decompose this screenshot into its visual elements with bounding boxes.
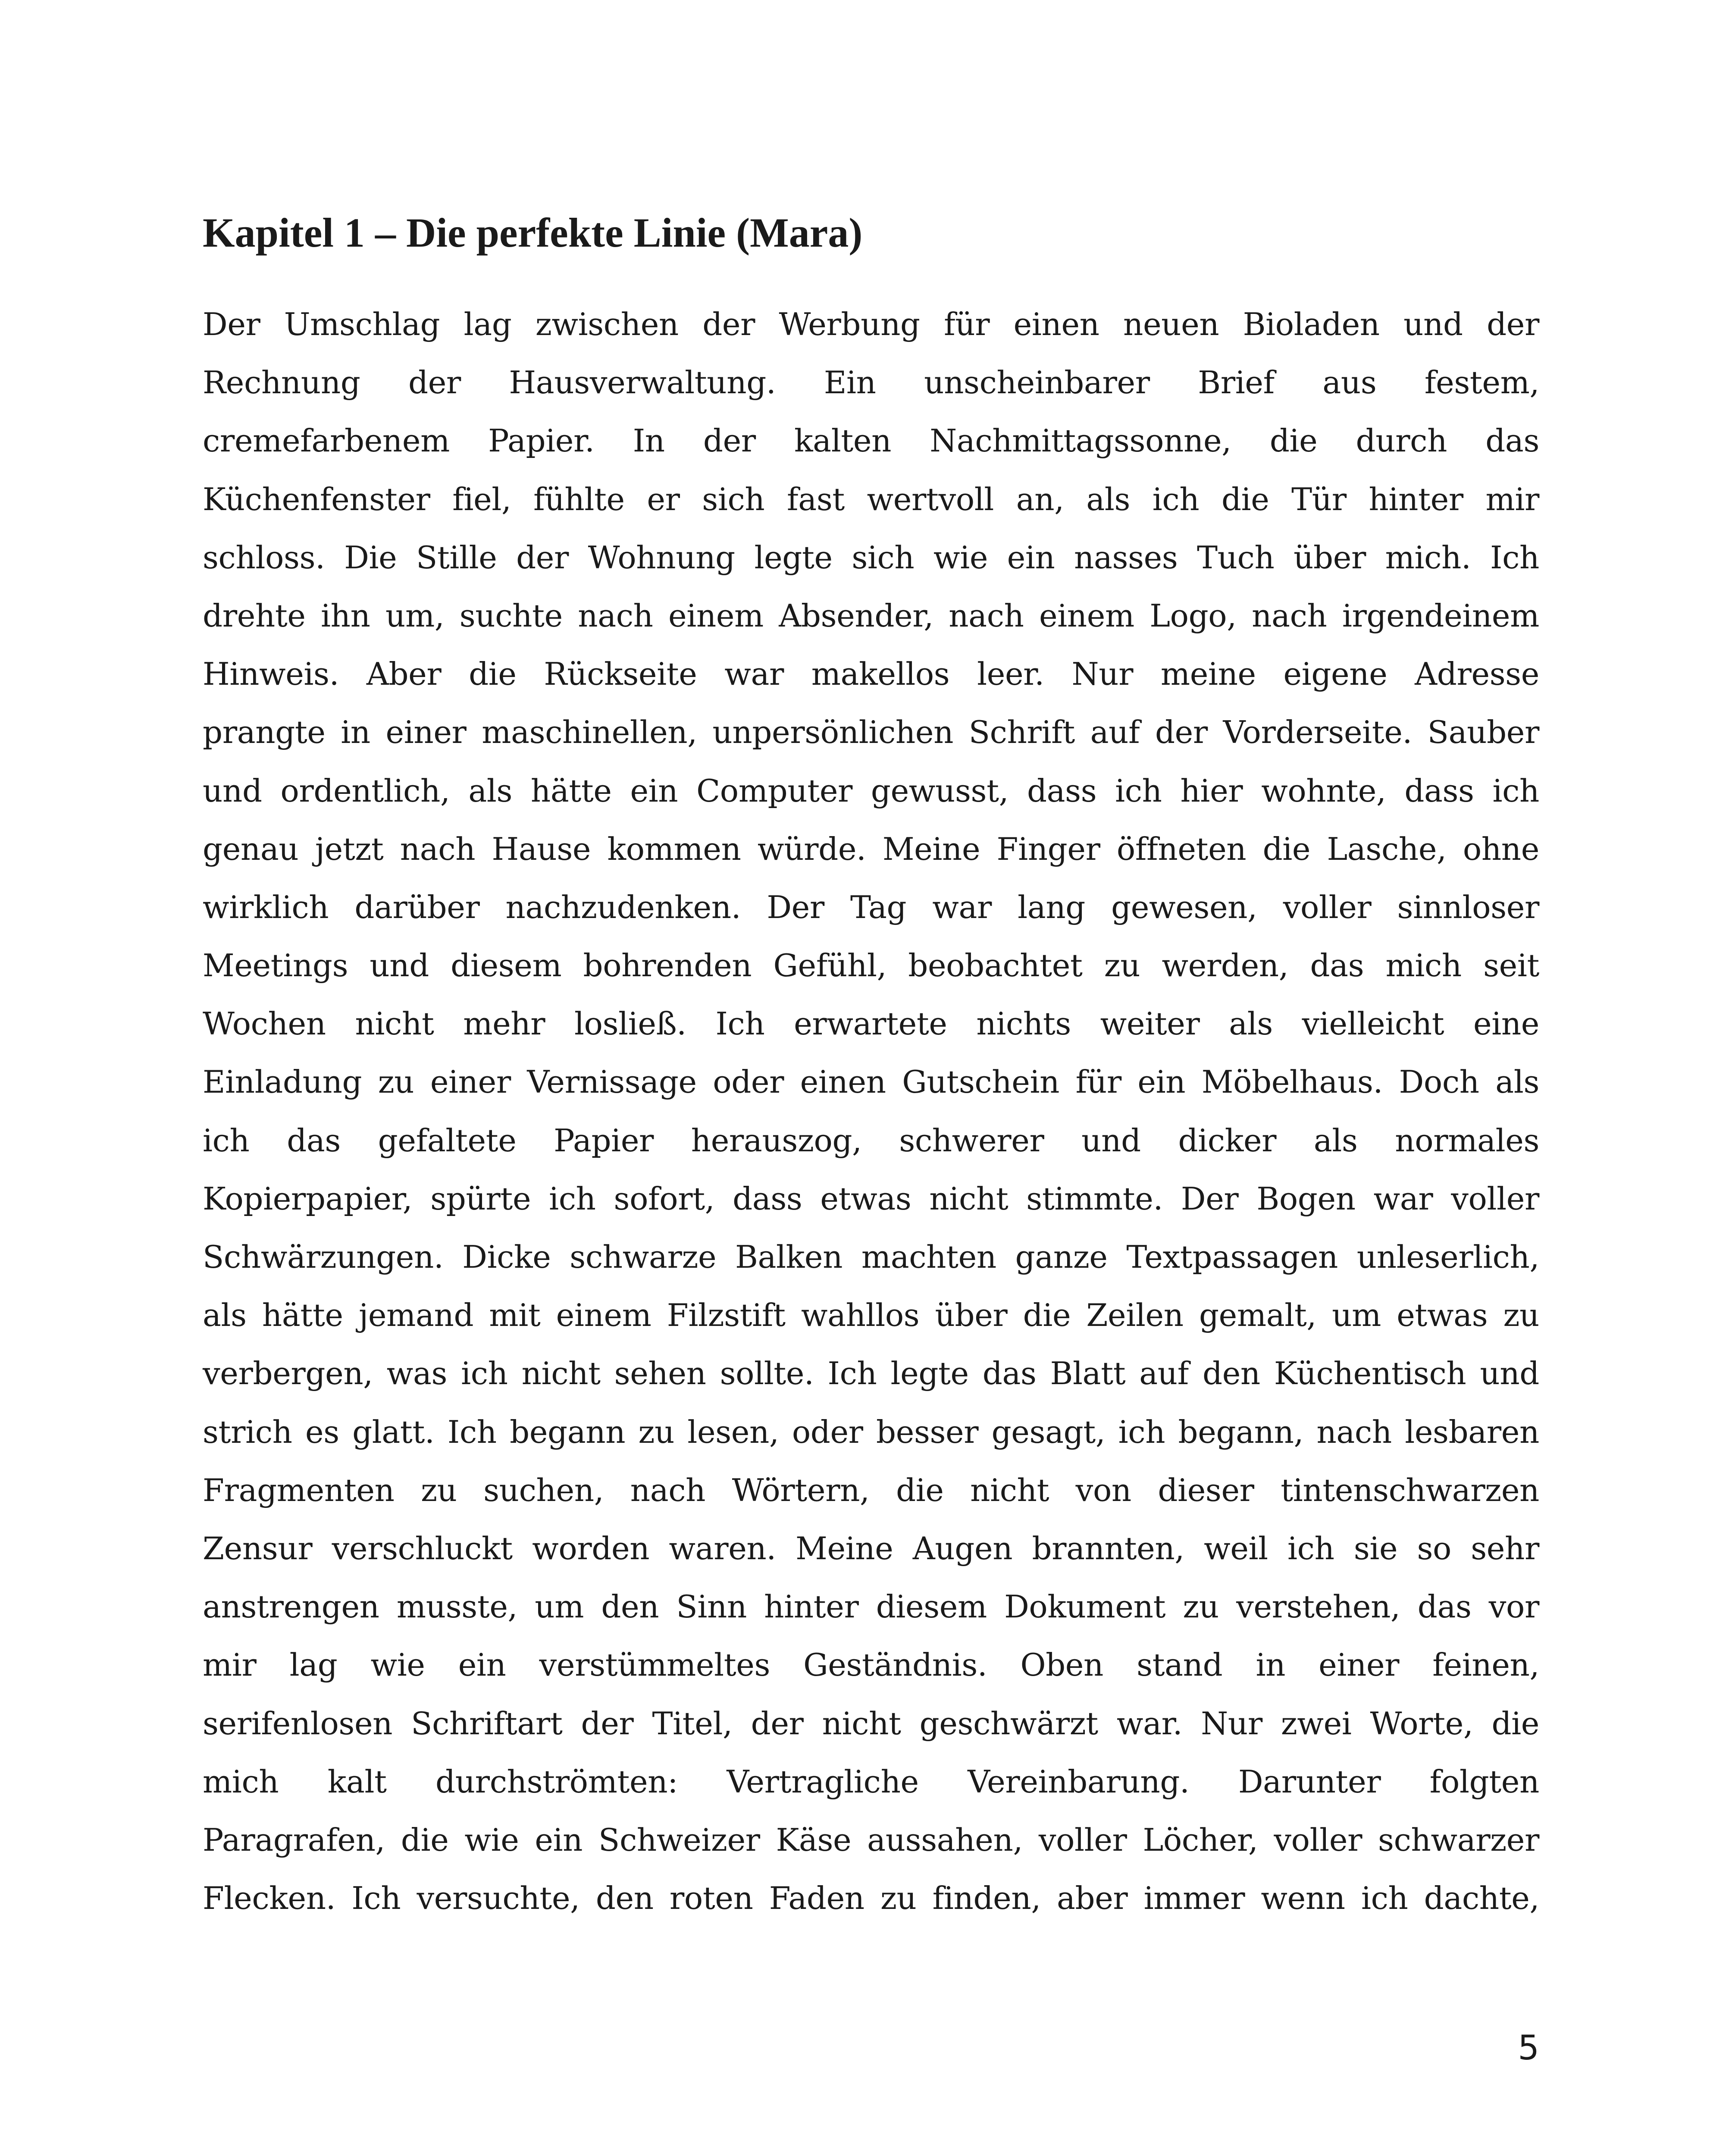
body-paragraph xyxy=(203,295,1539,1927)
text-line: strich es glatt. Ich begann zu lesen, oder besser gesagt, ich begann, nach lesbaren xyxy=(203,1413,1539,1450)
text-line: wirklich darüber nachzudenken. Der Tag war lang gewesen, voller sinnloser xyxy=(203,889,1539,925)
text-line: Meetings und diesem bohrenden Gefühl, beobachtet zu werden, das mich seit xyxy=(203,947,1539,984)
text-line: Wochen nicht mehr losließ. Ich erwartete nichts weiter als vielleicht eine xyxy=(203,1006,1539,1042)
text-line: cremefarbenem Papier. In der kalten Nachmittagssonne, die durch das xyxy=(203,423,1539,459)
text-line: ich das gefaltete Papier herauszog, schwerer und dicker als normales xyxy=(203,1122,1539,1159)
text-line: prangte in einer maschinellen, unpersönlichen Schrift auf der Vorderseite. Sauber xyxy=(203,714,1539,751)
text-line: mich kalt durchströmten: Vertragliche Vereinbarung. Darunter folgten xyxy=(203,1763,1539,1800)
text-line: Küchenfenster fiel, fühlte er sich fast wertvoll an, als ich die Tür hinter mir xyxy=(203,481,1539,517)
text-line: verbergen, was ich nicht sehen sollte. Ich legte das Blatt auf den Küchentisch und xyxy=(203,1355,1539,1392)
text-line: Kopierpapier, spürte ich sofort, dass etwas nicht stimmte. Der Bogen war voller xyxy=(203,1180,1539,1217)
text-line: drehte ihn um, suchte nach einem Absender, nach einem Logo, nach irgendeinem xyxy=(203,597,1539,634)
text-line: Schwärzungen. Dicke schwarze Balken machten ganze Textpassagen unleserlich, xyxy=(203,1239,1539,1275)
text-line: Paragrafen, die wie ein Schweizer Käse aussahen, voller Löcher, voller schwarzer xyxy=(203,1821,1539,1858)
text-line: mir lag wie ein verstümmeltes Geständnis. Oben stand in einer feinen, xyxy=(203,1647,1539,1683)
text-line: und ordentlich, als hätte ein Computer gewusst, dass ich hier wohnte, dass ich xyxy=(203,772,1539,809)
text-line: anstrengen musste, um den Sinn hinter diesem Dokument zu verstehen, das vor xyxy=(203,1589,1539,1625)
text-line: serifenlosen Schriftart der Titel, der nicht geschwärzt war. Nur zwei Worte, die xyxy=(203,1705,1539,1742)
chapter-title: Kapitel 1 – Die perfekte Linie (Mara) xyxy=(203,210,863,256)
text-line: Fragmenten zu suchen, nach Wörtern, die nicht von dieser tintenschwarzen xyxy=(203,1472,1539,1508)
page-number: 5 xyxy=(1518,2029,1539,2068)
text-line: Flecken. Ich versuchte, den roten Faden zu finden, aber immer wenn ich dachte, xyxy=(203,1880,1539,1917)
text-line: Einladung zu einer Vernissage oder einen Gutschein für ein Möbelhaus. Doch als xyxy=(203,1064,1539,1100)
text-line: schloss. Die Stille der Wohnung legte sich wie ein nasses Tuch über mich. Ich xyxy=(203,539,1539,576)
text-line: Der Umschlag lag zwischen der Werbung für einen neuen Bioladen und der xyxy=(203,306,1539,342)
text-line: genau jetzt nach Hause kommen würde. Meine Finger öffneten die Lasche, ohne xyxy=(203,830,1539,867)
text-line: Zensur verschluckt worden waren. Meine Augen brannten, weil ich sie so sehr xyxy=(203,1530,1539,1567)
text-line: als hätte jemand mit einem Filzstift wahllos über die Zeilen gemalt, um etwas zu xyxy=(203,1297,1539,1334)
text-line: Rechnung der Hausverwaltung. Ein unscheinbarer Brief aus festem, xyxy=(203,364,1539,401)
text-line: Hinweis. Aber die Rückseite war makellos leer. Nur meine eigene Adresse xyxy=(203,656,1539,693)
